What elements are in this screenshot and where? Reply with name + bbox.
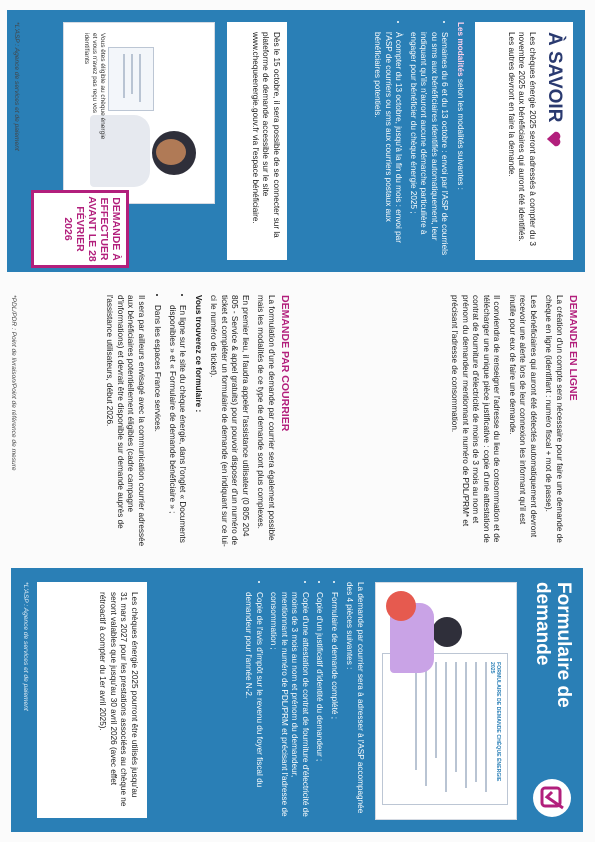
required-docs-block: [239, 582, 365, 818]
section-mail-text: La formulation d'une demande par courrier sera également possible mais les modalités de ce type de demande sont plus complexes.: [256, 295, 276, 541]
form-location-2: • Dans les espaces France services.: [152, 305, 163, 547]
woman-face-icon: [156, 139, 186, 165]
online-section: [444, 295, 583, 547]
section-mail-text-3: Il sera par ailleurs envisagé avec la communication courrier adressée aux bénéficiaires potentiellement éligibles (cadre campagne d'informations) et devrait être disponible sur demande auprès de l'assistance utilisateurs, début 2026.: [105, 295, 146, 547]
modalities-lead: selon les modalités suivantes :: [456, 78, 465, 190]
required-docs-intro: La demande par courrier sera à adresser à l'ASP accompagnée des 4 pièces suivantes :: [345, 582, 365, 814]
deadline-box: [31, 190, 129, 268]
section-online-title: DEMANDE EN LIGNE: [567, 295, 579, 401]
required-doc-2: • Copie d'un justificatif d'identité du demandeur ;: [314, 592, 325, 818]
modalities-title: Les modalités: [456, 22, 465, 77]
form-heading-text: Formulaire de demande: [532, 582, 574, 708]
form-checkbox-icon: [532, 778, 572, 818]
validity-card: [37, 582, 147, 818]
footnote-pdl: *PDL/PDR : Point de livraison/Point de référence de mesure: [10, 295, 17, 471]
intro-text: Les chèques énergie 2025 seront adressés à compter du 3 novembre 2025 aux bénéficiaires qui auront été identifiés. Les autres devront en faire la demande.: [507, 32, 537, 246]
online-text: Dès le 15 octobre, il sera possible de se connecter sur la plateforme de demande accessible sur le site www.chequeenergie.gouv.fr via l'espace bénéficiaire.: [251, 32, 281, 238]
laptop-screen-icon: [108, 47, 154, 111]
modality-item-2: • À compter du 13 octobre, jusqu'à la fin du mois : envoi par l'ASP de courriers ou sms aux courriers postaux aux bénéficiaires potentiels.: [372, 32, 404, 260]
panel-demande: [0, 281, 595, 561]
footnote-asp-2: *L'ASP : Agence de services et de paiement: [22, 582, 29, 711]
modality-item-1: • Semaines du 6 et du 13 octobre : envoi par l'ASP de courriels ou sms aux bénéficiaires identifiés automatiquement, leur indiquant qu'ils n'auront aucune démarche particulière à engager pour bénéficier du chèque énergie 2025 ;: [408, 32, 450, 260]
panel-formulaire: [0, 562, 595, 842]
required-doc-3: • Copie d'une attestation de contrat de fourniture d'électricité de moins de 3 mois au nom et prénom du demandeur, mentionnant le numéro de PDL/PRM et précisant l'adresse de consommation ;: [268, 592, 310, 818]
heading-text: À SAVOIR: [544, 32, 565, 123]
online-card: [227, 22, 287, 260]
section-online-text-2: Les bénéficiaires qui auront été détectés automatiquement devront recevoir une alerte lors de leur connexion les informant qu'il est inutile pour eux de faire une demande.: [508, 295, 538, 538]
form-document-icon: [382, 653, 508, 805]
required-doc-4: • Copie de l'avis d'impôt sur le revenu du foyer fiscal du demandeur pour l'année N-2.: [243, 592, 264, 818]
section-online-text-3: Il conviendra de renseigner l'adresse du lieu de consommation et de télécharger une unique pièce justificative : copie d'une attestation de contrat de fourniture d'électricité de moins de 3 mois au nom et prénom du demandeur mentionnant le numéro de PDL/PRM* et précisant l'adresse de consommation.: [450, 295, 502, 543]
form-document-header: FORMULAIRE DE DEMANDE CHÈQUE ÉNERGIE 2025: [489, 662, 501, 782]
illustration-form: [375, 582, 517, 820]
heart-icon: [546, 130, 562, 148]
section-online-text: La création d'un compte sera nécessaire pour faire une demande de chèque en ligne (identifiant : numéro fiscal + mot de passe).: [544, 295, 564, 543]
pencil-badge-icon: [386, 591, 416, 621]
intro-card: [475, 22, 573, 260]
section-mail-title: DEMANDE PAR COURRIER: [279, 295, 291, 432]
illustration-caption: Vous êtes éligible au chèque énergie et vous n'avez pas reçu vos identifiants: [83, 33, 106, 140]
form-location-1: • En ligne sur le site du chèque énergie, dans l'onglet « Documents disponibles » et « Formulaire de demande bénéficiaire » ;: [167, 305, 188, 547]
panel-a-savoir: [0, 0, 595, 280]
deadline-text: DEMANDE À EFFECTUER AVANT LE 28 FÉVRIER 2026: [62, 196, 122, 262]
form-intro: Vous trouverez ce formulaire :: [194, 295, 203, 413]
mail-section: [99, 295, 295, 547]
form-heading: [531, 582, 573, 818]
footnote-asp: *L'ASP : Agence de services et de paiement: [13, 22, 20, 151]
modalities-block: [368, 22, 465, 260]
illustration-woman-laptop: [63, 22, 215, 204]
validity-text: Les chèques énergie 2025 pourront être utilisés jusqu'au 31 mars 2027 pour les prestations associées au chèque ne seront valables que jusqu'au 30 avril 2026 (avec effet rétroactif à compter du 1er avril 2025).: [98, 592, 139, 807]
section-mail-text-2: En premier lieu, il faudra appeler l'assistance utilisateur (0 805 204 805 - Service & appel gratuits) pour pouvoir disposer d'un numéro de ticket et compléter un formulaire de demande (en indiquant sur ce lui-ci le numéro de ticket).: [209, 295, 250, 547]
heading-a-savoir: [543, 32, 565, 250]
required-doc-1: • Formulaire de demande complété ;: [329, 592, 340, 818]
person-head-icon: [432, 617, 462, 647]
